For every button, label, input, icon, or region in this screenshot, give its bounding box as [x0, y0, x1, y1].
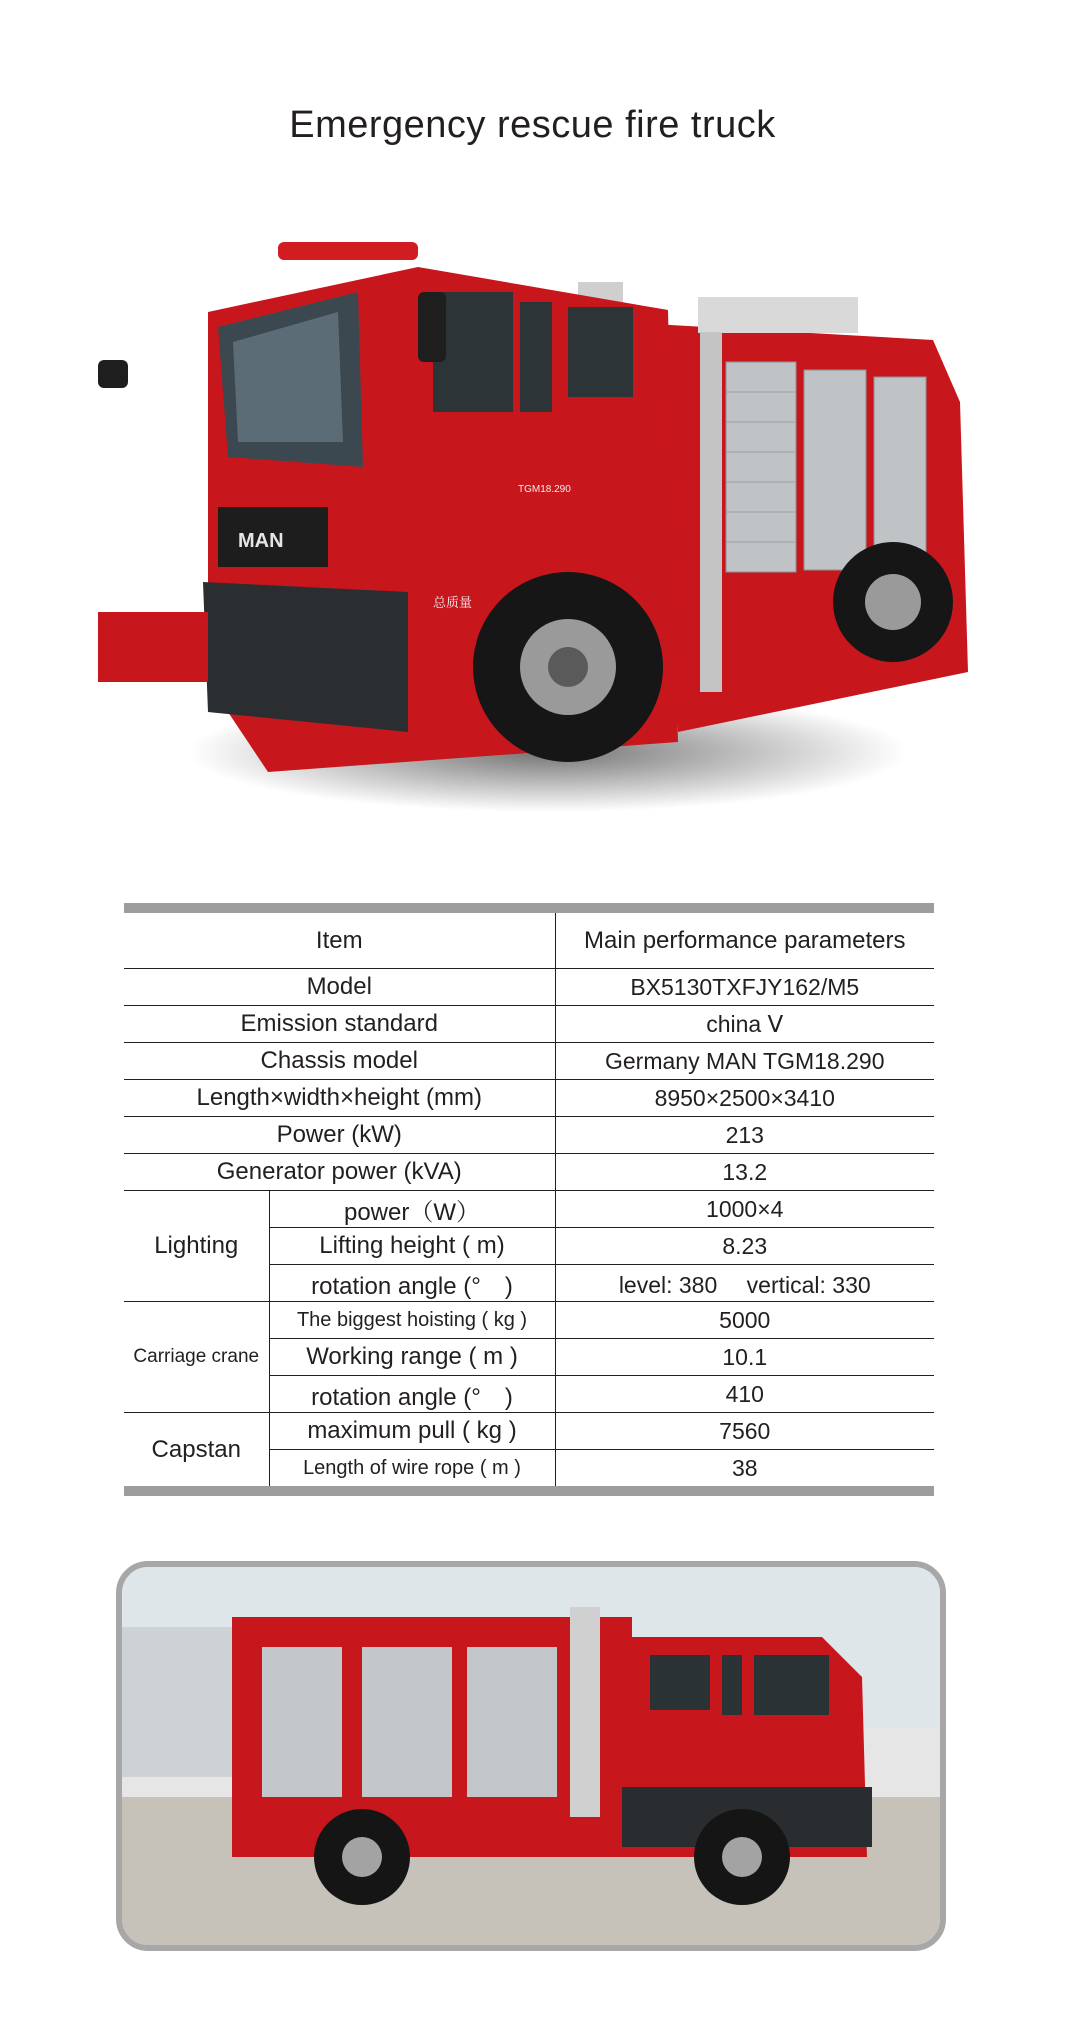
brand-badge: MAN [238, 530, 284, 552]
table-row [124, 1413, 934, 1450]
row-item: Model [124, 969, 555, 1006]
row-value: 10.1 [555, 1339, 934, 1376]
header-param: Main performance parameters [555, 908, 934, 969]
row-item: Chassis model [124, 1043, 555, 1080]
table-header-row [124, 908, 934, 969]
fire-truck-side-photo [122, 1567, 940, 1945]
row-value: 38 [555, 1450, 934, 1492]
row-value: level: 380 vertical: 330 [555, 1265, 934, 1302]
row-item: Length×width×height (mm) [124, 1080, 555, 1117]
row-subitem: Lifting height ( m) [269, 1228, 555, 1265]
row-value: 7560 [555, 1413, 934, 1450]
page-title: Emergency rescue fire truck [289, 104, 776, 146]
row-subitem: Length of wire rope ( m ) [269, 1450, 555, 1492]
group-label: Lighting [124, 1191, 269, 1302]
row-subitem: Working range ( m ) [269, 1339, 555, 1376]
row-value: 8950×2500×3410 [555, 1080, 934, 1117]
header-item: Item [124, 908, 555, 969]
table-row [124, 1080, 934, 1117]
row-value: 5000 [555, 1302, 934, 1339]
row-subitem: rotation angle (° ) [269, 1265, 555, 1302]
row-item: Power (kW) [124, 1117, 555, 1154]
row-value: 13.2 [555, 1154, 934, 1191]
row-item: Emission standard [124, 1006, 555, 1043]
table-row [124, 1117, 934, 1154]
table-row [124, 969, 934, 1006]
table-row [124, 1302, 934, 1339]
row-item: Generator power (kVA) [124, 1154, 555, 1191]
row-value: Germany MAN TGM18.290 [555, 1043, 934, 1080]
row-value: 410 [555, 1376, 934, 1413]
fire-truck-front-photo [88, 212, 988, 832]
weight-badge: 总质量 [433, 596, 473, 611]
model-badge: TGM18.290 [518, 484, 571, 495]
row-value: BX5130TXFJY162/M5 [555, 969, 934, 1006]
table-row [124, 1154, 934, 1191]
table-row [124, 1043, 934, 1080]
row-subitem: rotation angle (° ) [269, 1376, 555, 1413]
spec-table [124, 903, 934, 1496]
row-value: 1000×4 [555, 1191, 934, 1228]
table-row [124, 1191, 934, 1228]
group-label: Carriage crane [124, 1302, 269, 1413]
row-value: china Ⅴ [555, 1006, 934, 1043]
table-row [124, 1006, 934, 1043]
row-subitem: The biggest hoisting ( kg ) [269, 1302, 555, 1339]
row-value: 213 [555, 1117, 934, 1154]
row-subitem: power（W） [269, 1191, 555, 1228]
row-value: 8.23 [555, 1228, 934, 1265]
row-subitem: maximum pull ( kg ) [269, 1413, 555, 1450]
group-label: Capstan [124, 1413, 269, 1492]
side-view-photo-frame [116, 1561, 946, 1951]
